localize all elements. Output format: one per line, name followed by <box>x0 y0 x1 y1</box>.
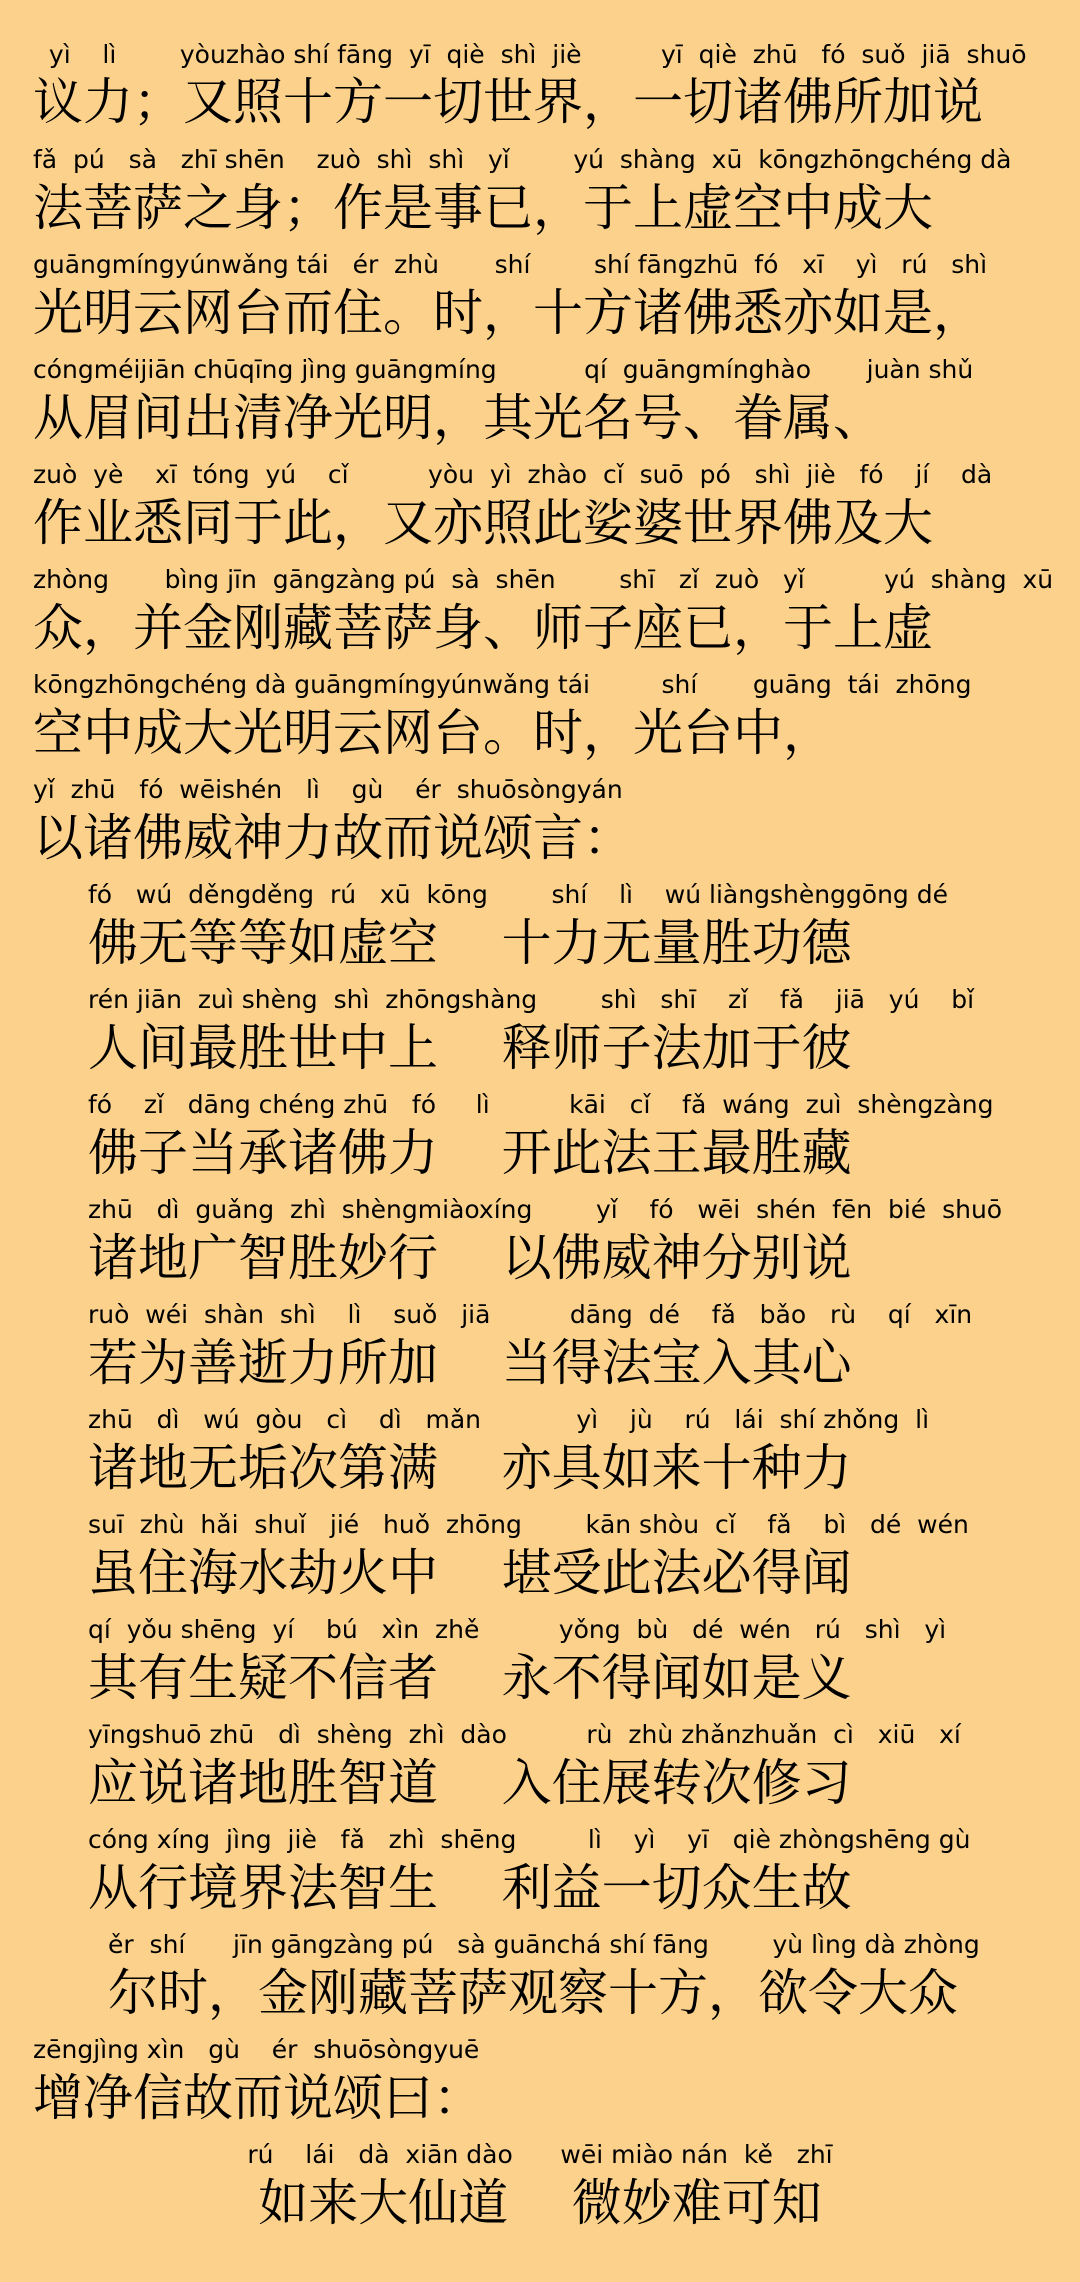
pinyin-line: zhòng bìng jīn gāngzàng pú sà shēn shī zǐ zuò yǐ yú shàng xū <box>33 565 1054 594</box>
pinyin-line: suī zhù hǎi shuǐ jié huǒ zhōng kān shòu cǐ fǎ bì dé wén <box>88 1510 969 1539</box>
hanzi-line: 诸地广智胜妙行 以佛威神分别说 <box>88 1229 852 1287</box>
hanzi-line: 从眉间出清净光明，其光名号、眷属、 <box>33 389 883 447</box>
pinyin-line: rén jiān zuì shèng shì zhōngshàng shì shī zǐ fǎ jiā yú bǐ <box>88 985 975 1014</box>
hanzi-line: 佛子当承诸佛力 开此法王最胜藏 <box>88 1124 852 1182</box>
pinyin-line: zhū dì guǎng zhì shèngmiàoxíng yǐ fó wēi shén fēn bié shuō <box>88 1195 1003 1224</box>
hanzi-line: 如来大仙道 微妙难可知 <box>258 2174 822 2232</box>
hanzi-line: 光明云网台而住。时，十方诸佛悉亦如是， <box>33 284 983 342</box>
hanzi-line: 以诸佛威神力故而说颂言： <box>33 809 633 867</box>
hanzi-line: 空中成大光明云网台。时，光台中， <box>33 704 833 762</box>
pinyin-line: ěr shí jīn gāngzàng pú sà guānchá shí fāng yù lìng dà zhòng <box>108 1930 980 1959</box>
pinyin-line: cóng xíng jìng jiè fǎ zhì shēng lì yì yī qiè zhòngshēng gù <box>88 1825 971 1854</box>
hanzi-line: 议力；又照十方一切世界，一切诸佛所加说 <box>33 73 983 131</box>
hanzi-line: 众，并金刚藏菩萨身、师子座已，于上虚 <box>33 599 933 657</box>
hanzi-line: 虽住海水劫火中 堪受此法必得闻 <box>88 1544 852 1602</box>
hanzi-line: 作业悉同于此，又亦照此娑婆世界佛及大 <box>33 494 933 552</box>
pinyin-line: qí yǒu shēng yí bú xìn zhě yǒng bù dé wén rú shì yì <box>88 1615 947 1644</box>
hanzi-line: 尔时，金刚藏菩萨观察十方，欲令大众 <box>108 1964 958 2022</box>
pinyin-line: guāngmíngyúnwǎng tái ér zhù shí shí fāngzhū fó xī yì rú shì <box>33 250 988 279</box>
hanzi-line: 增净信故而说颂曰： <box>33 2069 483 2127</box>
pinyin-line: zēngjìng xìn gù ér shuōsòngyuē <box>33 2035 480 2064</box>
pinyin-line: zhū dì wú gòu cì dì mǎn yì jù rú lái shí zhǒng lì <box>88 1405 930 1434</box>
pinyin-line: yīngshuō zhū dì shèng zhì dào rù zhù zhǎnzhuǎn cì xiū xí <box>88 1720 961 1749</box>
hanzi-line: 诸地无垢次第满 亦具如来十种力 <box>88 1439 852 1497</box>
pinyin-line: rú lái dà xiān dào wēi miào nán kě zhī <box>247 2140 833 2169</box>
hanzi-line: 其有生疑不信者 永不得闻如是义 <box>88 1649 852 1707</box>
pinyin-line: fó wú děngděng rú xū kōng shí lì wú liàngshènggōng dé <box>88 880 948 909</box>
pinyin-line: kōngzhōngchéng dà guāngmíngyúnwǎng tái shí guāng tái zhōng <box>33 670 972 699</box>
hanzi-line: 人间最胜世中上 释师子法加于彼 <box>88 1019 852 1077</box>
hanzi-line: 佛无等等如虚空 十力无量胜功德 <box>88 914 852 972</box>
hanzi-line: 若为善逝力所加 当得法宝入其心 <box>88 1334 852 1392</box>
hanzi-line: 从行境界法智生 利益一切众生故 <box>88 1859 852 1917</box>
hanzi-line: 应说诸地胜智道 入住展转次修习 <box>88 1754 852 1812</box>
pinyin-line: zuò yè xī tóng yú cǐ yòu yì zhào cǐ suō pó shì jiè fó jí dà <box>33 460 993 489</box>
pinyin-line: fó zǐ dāng chéng zhū fó lì kāi cǐ fǎ wáng zuì shèngzàng <box>88 1090 994 1119</box>
hanzi-line: 法菩萨之身；作是事已，于上虚空中成大 <box>33 179 933 237</box>
pinyin-line: cóngméijiān chūqīng jìng guāngmíng qí guāngmínghào juàn shǔ <box>33 355 974 384</box>
pinyin-line: fǎ pú sà zhī shēn zuò shì shì yǐ yú shàng xū kōngzhōngchéng dà <box>33 145 1012 174</box>
pinyin-line: yì lì yòuzhào shí fāng yī qiè shì jiè yī qiè zhū fó suǒ jiā shuō <box>33 40 1027 69</box>
pinyin-line: yǐ zhū fó wēishén lì gù ér shuōsòngyán <box>33 775 623 804</box>
pinyin-line: ruò wéi shàn shì lì suǒ jiā dāng dé fǎ bǎo rù qí xīn <box>88 1300 973 1329</box>
